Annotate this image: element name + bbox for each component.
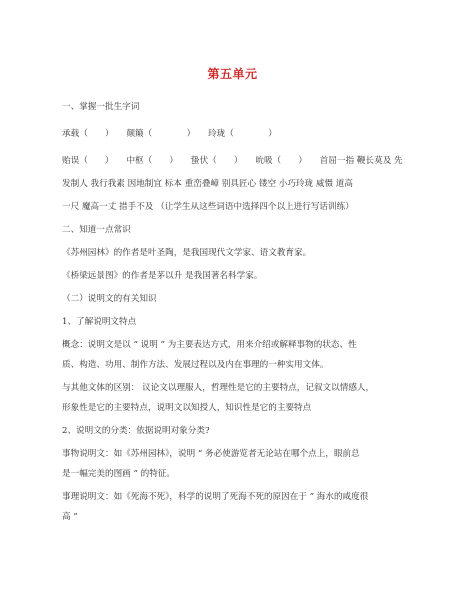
concept-line-2: 质、构造、功用、制作方法、发展过程以及内在事理的一种实用文体。 [62,360,329,370]
common-knowledge-1: 《苏州园林》的作者是叶圣陶，是我国现代文学家、语文教育家。 [62,248,312,258]
document-body [62,101,407,523]
vocab-line-4: 一尺 魔高一丈 措手不及 （让学生从这些词语中选择四个以上进行写话训练） [62,202,354,212]
vocab-line-1: 承载（ ） 颠簸（ ） 玲珑（ ） [62,129,277,139]
section-2-heading: 二、知道一点常识 [62,225,131,235]
difference-line-1: 与其他文体的区别： 议论文以理服人，哲理性是它的主要特点，记叙文以情感人， [62,383,375,393]
difference-line-2: 形象性是它的主要特点，说明文以知授人，知识性是它的主要特点 [62,403,312,413]
vocab-line-2: 贻误（ ） 中枢（ ） 蛰伏（ ） 吮吸（ ） 首屈一指 鞭长莫及 先 [62,156,403,166]
concept-line-1: 概念：说明文是以 “ 说明 ” 为主要表达方式，用来介绍或解释事物的状态、性 [62,340,357,350]
point-2-heading: 2、说明文的分类：依据说明对象分类? [62,426,210,436]
logic-explanation-line-1: 事理说明文：如《死海不死》，科学的说明了死海不死的原因在于 ” 海水的咸度很 [62,492,369,502]
subsection-heading: （二）说明文的有关知识 [62,294,157,304]
thing-explanation-line-1: 事物说明文：如《苏州园林》，说明 “ 务必使游览者无论站在哪个点上，眼前总 [62,449,360,459]
common-knowledge-2: 《桥梁远景图》的作者是茅以升 是我国著名科学家。 [62,271,263,281]
point-1-heading: 1、了解说明文特点 [62,317,137,327]
logic-explanation-line-2: 高 ” [62,512,78,522]
section-1-heading: 一、掌握一批生字词 [62,102,140,112]
thing-explanation-line-2: 是一幅完美的图画 ” 的特征。 [62,469,175,479]
vocab-line-3: 发制人 我行我素 因地制宜 标本 重峦叠嶂 别具匠心 镂空 小巧玲珑 威慑 道高 [62,179,353,189]
page-title: 第五单元 [207,67,258,81]
